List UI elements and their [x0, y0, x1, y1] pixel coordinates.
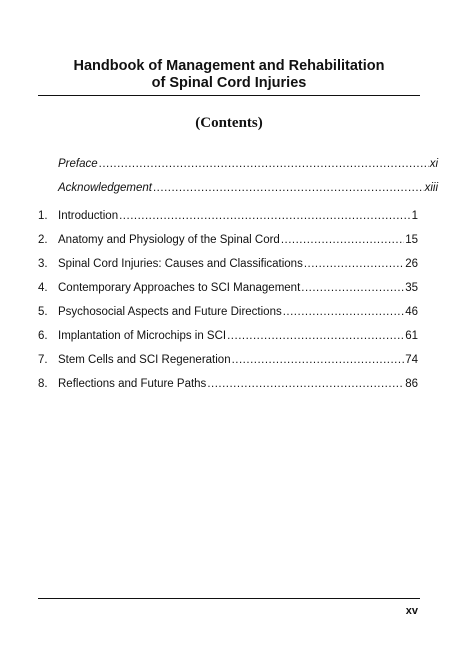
toc-entry-number: 6. — [38, 330, 48, 342]
book-title-line-2: of Spinal Cord Injuries — [151, 75, 307, 91]
toc-entry-title: Acknowledgement — [58, 182, 152, 194]
toc-leader-dots — [283, 306, 404, 318]
toc-entry-title: Spinal Cord Injuries: Causes and Classifications — [58, 258, 303, 270]
toc-entry-title: Introduction — [58, 210, 119, 222]
contents-heading: (Contents) — [195, 115, 263, 131]
toc-leader-dots — [99, 158, 429, 170]
toc-leader-dots — [227, 330, 404, 342]
toc-entry-page: 86 — [405, 378, 418, 390]
toc-entry-chapter-3 — [38, 258, 420, 274]
toc-entry-page: 1 — [411, 210, 418, 222]
toc-entry-chapter-5 — [38, 306, 420, 322]
toc-entry-preface — [38, 158, 440, 174]
toc-entry-title: Psychosocial Aspects and Future Directions — [58, 306, 282, 318]
toc-entry-number: 8. — [38, 378, 48, 390]
toc-entry-number: 5. — [38, 306, 48, 318]
toc-entry-number: 4. — [38, 282, 48, 294]
toc-leader-dots — [119, 210, 410, 222]
toc-entry-page: 26 — [405, 258, 418, 270]
toc-entry-number: 2. — [38, 234, 48, 246]
toc-leader-dots — [232, 354, 405, 366]
toc-leader-dots — [281, 234, 404, 246]
toc-leader-dots — [301, 282, 404, 294]
toc-entry-title: Stem Cells and SCI Regeneration — [58, 354, 231, 366]
toc-entry-title: Preface — [58, 158, 98, 170]
toc-leader-dots — [207, 378, 404, 390]
toc-entry-page: 35 — [405, 282, 418, 294]
toc-entry-chapter-2 — [38, 234, 420, 250]
toc-entry-page: 46 — [405, 306, 418, 318]
book-title-line-1: Handbook of Management and Rehabilitation — [73, 58, 385, 74]
toc-entry-number: 3. — [38, 258, 48, 270]
toc-entry-page: 61 — [405, 330, 418, 342]
toc-entry-chapter-8 — [38, 378, 420, 394]
toc-entry-chapter-6 — [38, 330, 420, 346]
toc-entry-title: Contemporary Approaches to SCI Management — [58, 282, 301, 294]
toc-entry-page: 15 — [405, 234, 418, 246]
toc-entry-title: Anatomy and Physiology of the Spinal Cord — [58, 234, 280, 246]
toc-entry-page: xiii — [424, 182, 438, 194]
book-title — [38, 58, 420, 92]
toc-entry-chapter-4 — [38, 282, 420, 298]
toc-entry-chapter-1 — [38, 210, 420, 226]
toc-entry-number: 7. — [38, 354, 48, 366]
toc-leader-dots — [153, 182, 424, 194]
toc-entry-page: xi — [429, 158, 438, 170]
toc-entry-acknowledgement — [38, 182, 440, 198]
toc-entry-title: Implantation of Microchips in SCI — [58, 330, 227, 342]
toc-entry-chapter-7 — [38, 354, 420, 370]
toc-entry-title: Reflections and Future Paths — [58, 378, 207, 390]
title-divider — [38, 95, 420, 96]
toc-leader-dots — [304, 258, 404, 270]
toc-entry-number: 1. — [38, 210, 48, 222]
toc-entry-page: 74 — [405, 354, 418, 366]
page-number: xv — [405, 605, 418, 617]
footer-divider — [38, 598, 420, 599]
